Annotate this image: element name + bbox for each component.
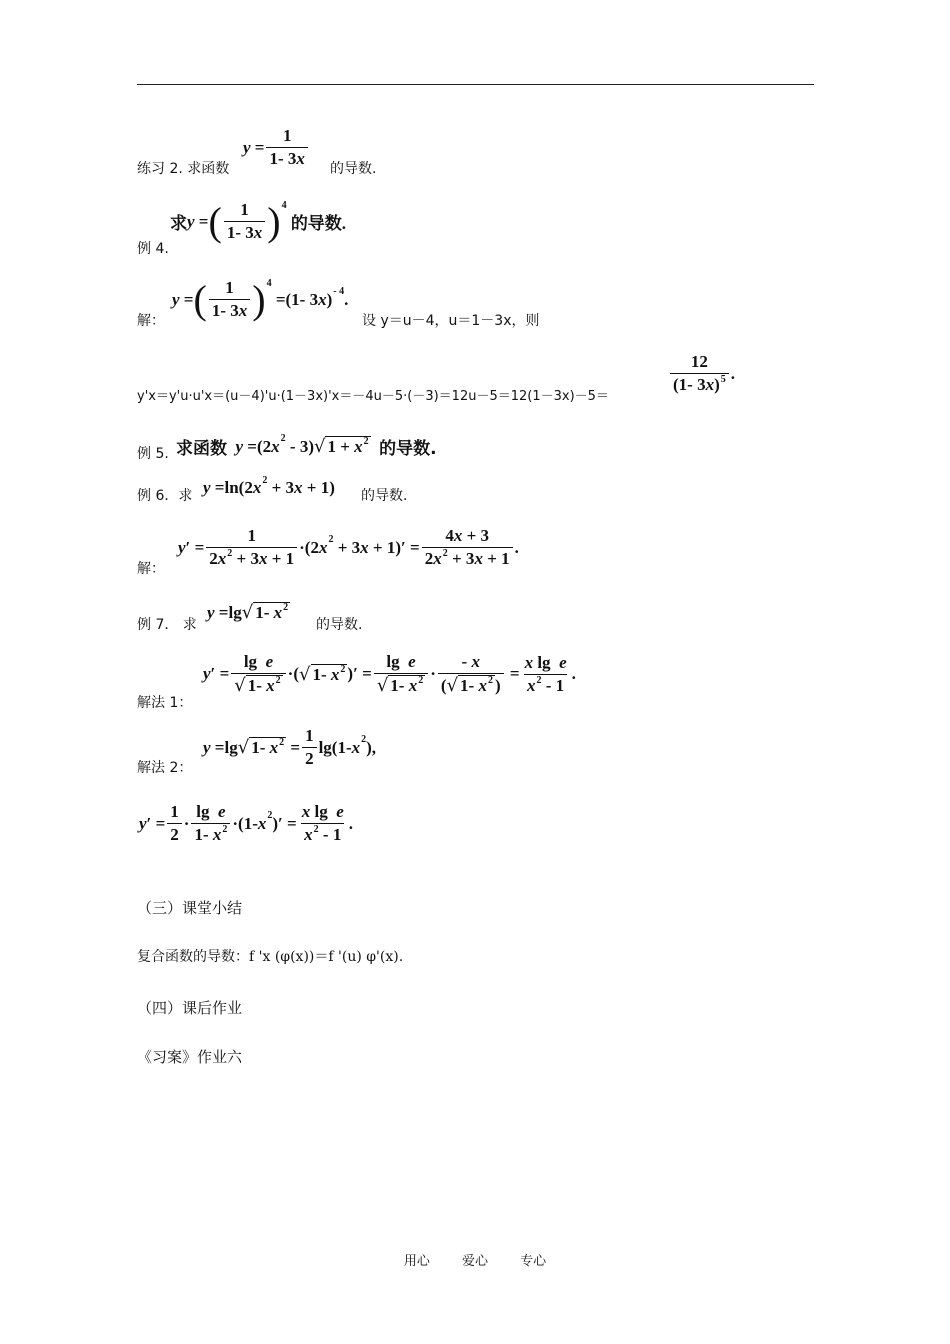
example-4-formula: 求 y = ( $\frac{1}{1- 3x}$ ) 4 的导数. [170,198,347,244]
example-7-suffix: 的导数. [316,617,363,633]
exercise-2-formula: y = $\frac{1}{1- 3x}$ [243,126,310,169]
summary-text: 复合函数的导数：f 'x (φ(x))＝f '(u) φ'(x). [137,949,404,965]
example-5-label: 例 5. [137,446,169,462]
example-7-solution-2-label: 解法 2： [137,760,193,776]
example-7-solution-2-derivative: y ′ = $\frac{1}{2}$ · $\frac{\text{lg e}}{1- x^2}$ ·(1- x 2 )′ = $\frac{\text{x lg e}}{x^2 - 1}$ . [139,802,354,844]
exercise-2-label: 练习 2. 求函数 [137,161,230,177]
example-4-suffix: 的导数. [290,214,347,233]
example-6-formula: y =ln(2 x 2 + 3 x + 1) [203,474,335,497]
example-7-label: 例 7． 求 [137,617,197,633]
example-6-solution-label: 解： [137,561,165,577]
example-5-suffix: 的导数. [379,439,437,459]
example-5-prefix: 求函数 [176,439,227,459]
example-7-solution-2-formula: y =lg √ 1- $x^2$ = $\frac{1}{2}$ lg(1- x 2 ), [203,726,377,768]
example-6-suffix: 的导数. [361,488,408,504]
page-footer [0,1250,950,1269]
example-7-formula: y =lg √ 1- $x^2$ [207,602,289,623]
footer-item: 用心 [403,1254,430,1269]
header-rule [137,84,814,85]
chain-rule-text: y'x＝y'u·u'x＝(u－4)'u·(1－3x)'x＝－4u－5·(－3)＝12u－5＝12(1－3x)－5＝ [137,389,609,404]
example-5-formula: 求函数 y =(2 x 2 - 3) √ $1 + x^2$ 的导数. [176,433,437,459]
solution-substitution: 设 y＝u－4，u＝1－3x，则 [362,313,540,329]
example-6-solution-formula: y ′ = $\frac{1}{2x^2 + 3x + 1}$ ·(2 x 2 + 3 x + 1)′ = $\frac{4x + 3}{2x^2 + 3x + 1}$ . [178,526,519,568]
example-6-label: 例 6．求 [137,488,193,504]
footer-item: 爱心 [461,1254,488,1269]
chain-rule-result: $\frac{12}{(1- 3x)^5}$ . [668,352,735,395]
solution-formula: y = ( $\frac{1}{1- 3x}$ ) 4 =(1- 3 x ) - 4 . [172,276,349,322]
example-7-solution-1-label: 解法 1： [137,695,193,711]
exercise-2-suffix: 的导数. [330,161,377,177]
example-4-prefix: 求 [170,214,187,233]
solution-label: 解： [137,313,165,329]
summary-heading: （三）课堂小结 [137,899,243,917]
footer-item: 专心 [520,1254,547,1269]
example-7-solution-1-formula: y ′ = lg e √ 1- $x^2$ ·( √ 1- $x^2$ )′ = lg e √ 1- $x^2$ · - x ( √ 1- $x^2$ ) = $\frac{\text{x lg e}}{x^2 - 1}$ . [203,652,576,696]
homework-text: 《习案》作业六 [137,1048,243,1066]
homework-heading: （四）课后作业 [137,999,243,1017]
example-4-label: 例 4. [137,241,169,257]
